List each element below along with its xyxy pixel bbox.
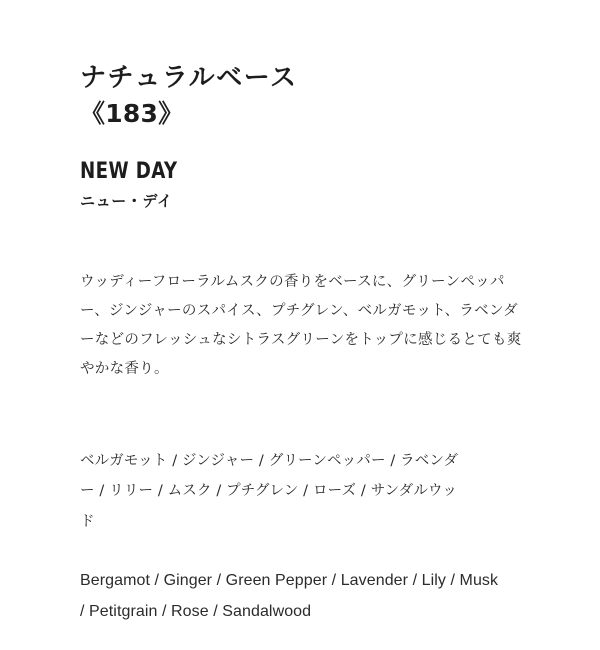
fragrance-notes-english: Bergamot / Ginger / Green Pepper / Lavender / Lily / Musk / Petitgrain / Rose / Sandalwood bbox=[80, 572, 499, 621]
fragrance-notes-japanese: ベルガモット / ジンジャー / グリーンペッパー / ラベンダー / リリー / ムスク / プチグレン / ローズ / サンダルウッド bbox=[80, 452, 459, 530]
product-category-heading: ナチュラルベース bbox=[80, 63, 298, 93]
product-number: 《183》 bbox=[80, 98, 184, 128]
product-name-english: NEW DAY bbox=[80, 158, 178, 184]
product-name-japanese: ニュー・デイ bbox=[80, 191, 173, 210]
product-description: ウッディーフローラルムスクの香りをベースに、グリーンペッパー、ジンジャーのスパイス、プチグレン、ベルガモット、ラベンダーなどのフレッシュなシトラスグリーンをトップに感じるとても爽やかな香り。 bbox=[80, 273, 522, 377]
